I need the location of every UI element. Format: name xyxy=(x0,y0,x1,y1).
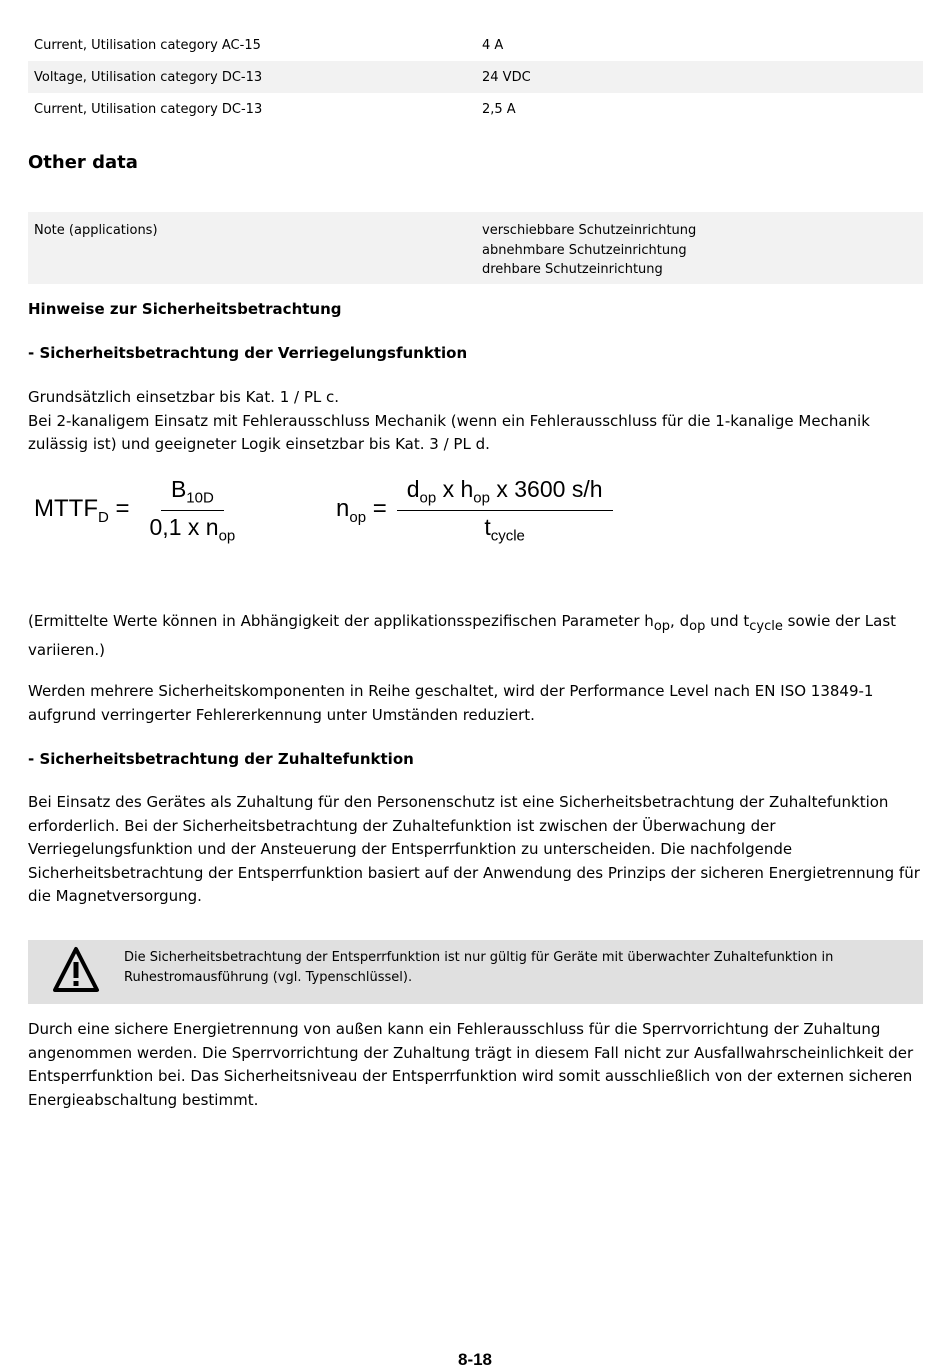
interlock-line-2: Bei 2-kanaligem Einsatz mit Fehlerausschluss Mechanik (wenn ein Fehlerausschluss für die 1-kanalige Mechanik zulässig ist) und geeigneter Logik einsetzbar bis Kat. 3 / PL d. xyxy=(28,411,870,454)
table-row xyxy=(28,61,923,93)
other-data-table xyxy=(28,212,923,284)
note-value: drehbare Schutzeinrichtung xyxy=(482,262,663,277)
note-label: Note (applications) xyxy=(34,223,158,238)
note-value: abnehmbare Schutzeinrichtung xyxy=(482,242,687,258)
ratings-table xyxy=(28,29,923,125)
note-value: verschiebbare Schutzeinrichtung xyxy=(482,223,697,238)
mttf-formula xyxy=(32,476,672,548)
table-row xyxy=(28,212,923,284)
interlock-line-1: Grundsätzlich einsetzbar bis Kat. 1 / PL c. xyxy=(28,388,340,406)
nop-symbol: $n_{op}$ = xyxy=(336,494,387,526)
safety-heading: Hinweise zur Sicherheitsbetrachtung xyxy=(28,300,342,318)
nop-equation xyxy=(336,476,613,544)
note-values xyxy=(476,212,923,284)
performance-level-paragraph: Werden mehrere Sicherheitskomponenten in Reihe geschaltet, wird der Performance Level nach EN ISO 13849-1 aufgrund verringerter Fehlererkennung unter Umständen reduziert. xyxy=(28,682,874,724)
rating-label: Current, Utilisation category DC-13 xyxy=(34,101,263,117)
page-number: 8-18 xyxy=(457,1350,493,1369)
guard-locking-paragraph: Bei Einsatz des Gerätes als Zuhaltung für den Personenschutz ist eine Sicherheitsbetrachtung der Zuhaltefunktion erforderlich. Bei der Sicherheitsbetrachtung der Zuhaltefunktion ist zwischen der Überwachung der Verriegelungsfunktion und der Ansteuerung der Entsperrfunktion zu unterscheiden. Die nachfolgende Sicherheitsbetrachtung der Entsperrfunktion basiert auf der Anwendung des Prinzips der sicheren Energietrennung für die Magnetversorgung. xyxy=(28,793,920,906)
rating-value: 4 A xyxy=(482,37,504,53)
mttf-equation xyxy=(34,476,245,544)
energy-separation-paragraph: Durch eine sichere Energietrennung von außen kann ein Fehlerausschluss für die Sperrvorrichtung der Zuhaltung angenommen werden. Die Sperrvorrichtung der Zuhaltung trägt in diesem Fall nicht zur Ausfallwahrscheinlichkeit der Entsperrfunktion bei. Das Sicherheitsniveau der Entsperrfunktion wird somit ausschließlich von der externen sicheren Energieabschaltung bestimmt. xyxy=(28,1020,914,1109)
parameters-paragraph: (Ermittelte Werte können in Abhängigkeit der applikationsspezifischen Parameter $h_{op}$, $d_{op}$ und $t_{cycle}$ sowie der Last variieren.) xyxy=(28,612,897,659)
warning-box xyxy=(28,940,923,1004)
mttf-symbol: $MTTF_D$ = xyxy=(34,494,130,526)
nop-fraction: $\frac{d_{op} x h_{op} x 3600 s/h}{t_{cycle}}$ xyxy=(397,476,613,544)
rating-label: Current, Utilisation category AC-15 xyxy=(34,37,261,53)
rating-value: 2,5 A xyxy=(482,101,516,117)
interlock-subheading: - Sicherheitsbetrachtung der Verriegelungsfunktion xyxy=(28,344,468,362)
table-row xyxy=(28,29,923,61)
table-row xyxy=(28,93,923,125)
warning-triangle-icon xyxy=(52,945,100,999)
mttf-fraction: $\frac{B_{10D}}{0,1 x n_{op}}$ xyxy=(149,476,236,545)
other-data-heading: Other data xyxy=(28,152,138,173)
rating-label: Voltage, Utilisation category DC-13 xyxy=(34,69,263,85)
warning-text: Die Sicherheitsbetrachtung der Entsperrfunktion ist nur gültig für Geräte mit überwachter Zuhaltefunktion in Ruhestromausführung (vgl. Typenschlüssel). xyxy=(124,950,834,985)
interlock-paragraph xyxy=(28,386,923,457)
rating-value: 24 VDC xyxy=(482,69,531,85)
guard-locking-subheading: - Sicherheitsbetrachtung der Zuhaltefunktion xyxy=(28,750,414,768)
